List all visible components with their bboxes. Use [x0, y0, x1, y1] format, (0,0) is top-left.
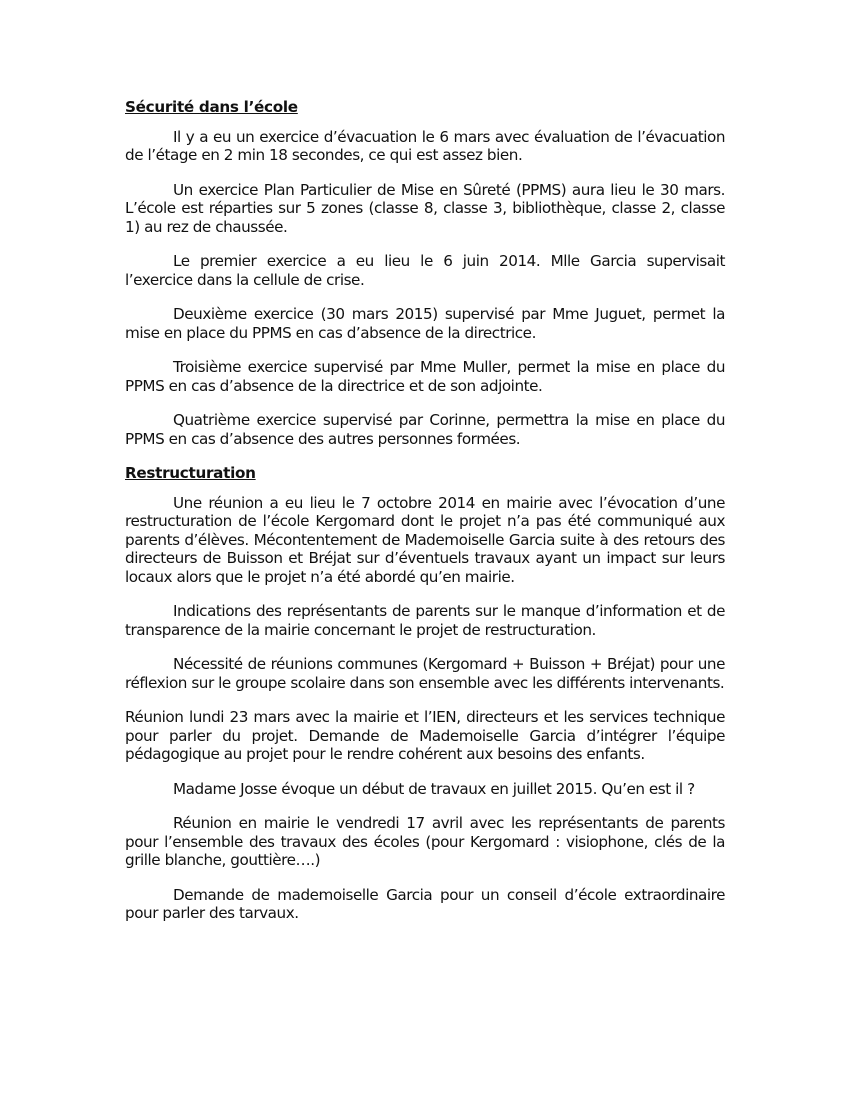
paragraph: Quatrième exercice supervisé par Corinne, permettra la mise en place du PPMS en cas d’absence des autres personnes formées. [125, 411, 725, 448]
paragraph: Une réunion a eu lieu le 7 octobre 2014 en mairie avec l’évocation d’une restructuration de l’école Kergomard dont le projet n’a pas été communiqué aux parents d’élèves. Mécontentement de Mademoiselle Garcia suite à des retours des directeurs de Buisson et Bréjat sur d’éventuels travaux ayant un impact sur leurs locaux alors que le projet n’a été abordé qu’en mairie. [125, 493, 725, 586]
paragraph: Madame Josse évoque un début de travaux en juillet 2015. Qu’en est il ? [173, 779, 695, 798]
paragraph: Nécessité de réunions communes (Kergomard + Buisson + Bréjat) pour une réflexion sur le groupe scolaire dans son ensemble avec les différents intervenants. [125, 655, 725, 692]
section-securite [125, 98, 725, 448]
paragraph: Le premier exercice a eu lieu le 6 juin 2014. Mlle Garcia supervisait l’exercice dans la cellule de crise. [125, 252, 725, 289]
paragraph: Réunion lundi 23 mars avec la mairie et l’IEN, directeurs et les services technique pour parler du projet. Demande de Mademoiselle Garcia d’intégrer l’équipe pédagogique au projet pour le rendre cohérent aux besoins des enfants. [125, 708, 725, 763]
document-page [125, 98, 725, 939]
paragraph: Indications des représentants de parents sur le manque d’information et de transparence de la mairie concernant le projet de restructuration. [125, 602, 725, 639]
paragraph: Demande de mademoiselle Garcia pour un conseil d’école extraordinaire pour parler des tarvaux. [125, 885, 725, 922]
paragraph: Deuxième exercice (30 mars 2015) supervisé par Mme Juguet, permet la mise en place du PPMS en cas d’absence de la directrice. [125, 305, 725, 342]
paragraph: Un exercice Plan Particulier de Mise en Sûreté (PPMS) aura lieu le 30 mars. L’école est réparties sur 5 zones (classe 8, classe 3, bibliothèque, classe 2, classe 1) au rez de chaussée. [125, 180, 725, 236]
paragraph: Il y a eu un exercice d’évacuation le 6 mars avec évaluation de l’évacuation de l’étage en 2 min 18 secondes, ce qui est assez bien. [125, 127, 725, 164]
paragraph: Réunion en mairie le vendredi 17 avril avec les représentants de parents pour l’ensemble des travaux des écoles (pour Kergomard : visiophone, clés de la grille blanche, gouttière….) [125, 814, 725, 869]
section-heading: Restructuration [125, 464, 256, 482]
section-restructuration [125, 464, 725, 923]
paragraph: Troisième exercice supervisé par Mme Muller, permet la mise en place du PPMS en cas d’absence de la directrice et de son adjointe. [125, 358, 725, 395]
section-heading: Sécurité dans l’école [125, 98, 298, 116]
